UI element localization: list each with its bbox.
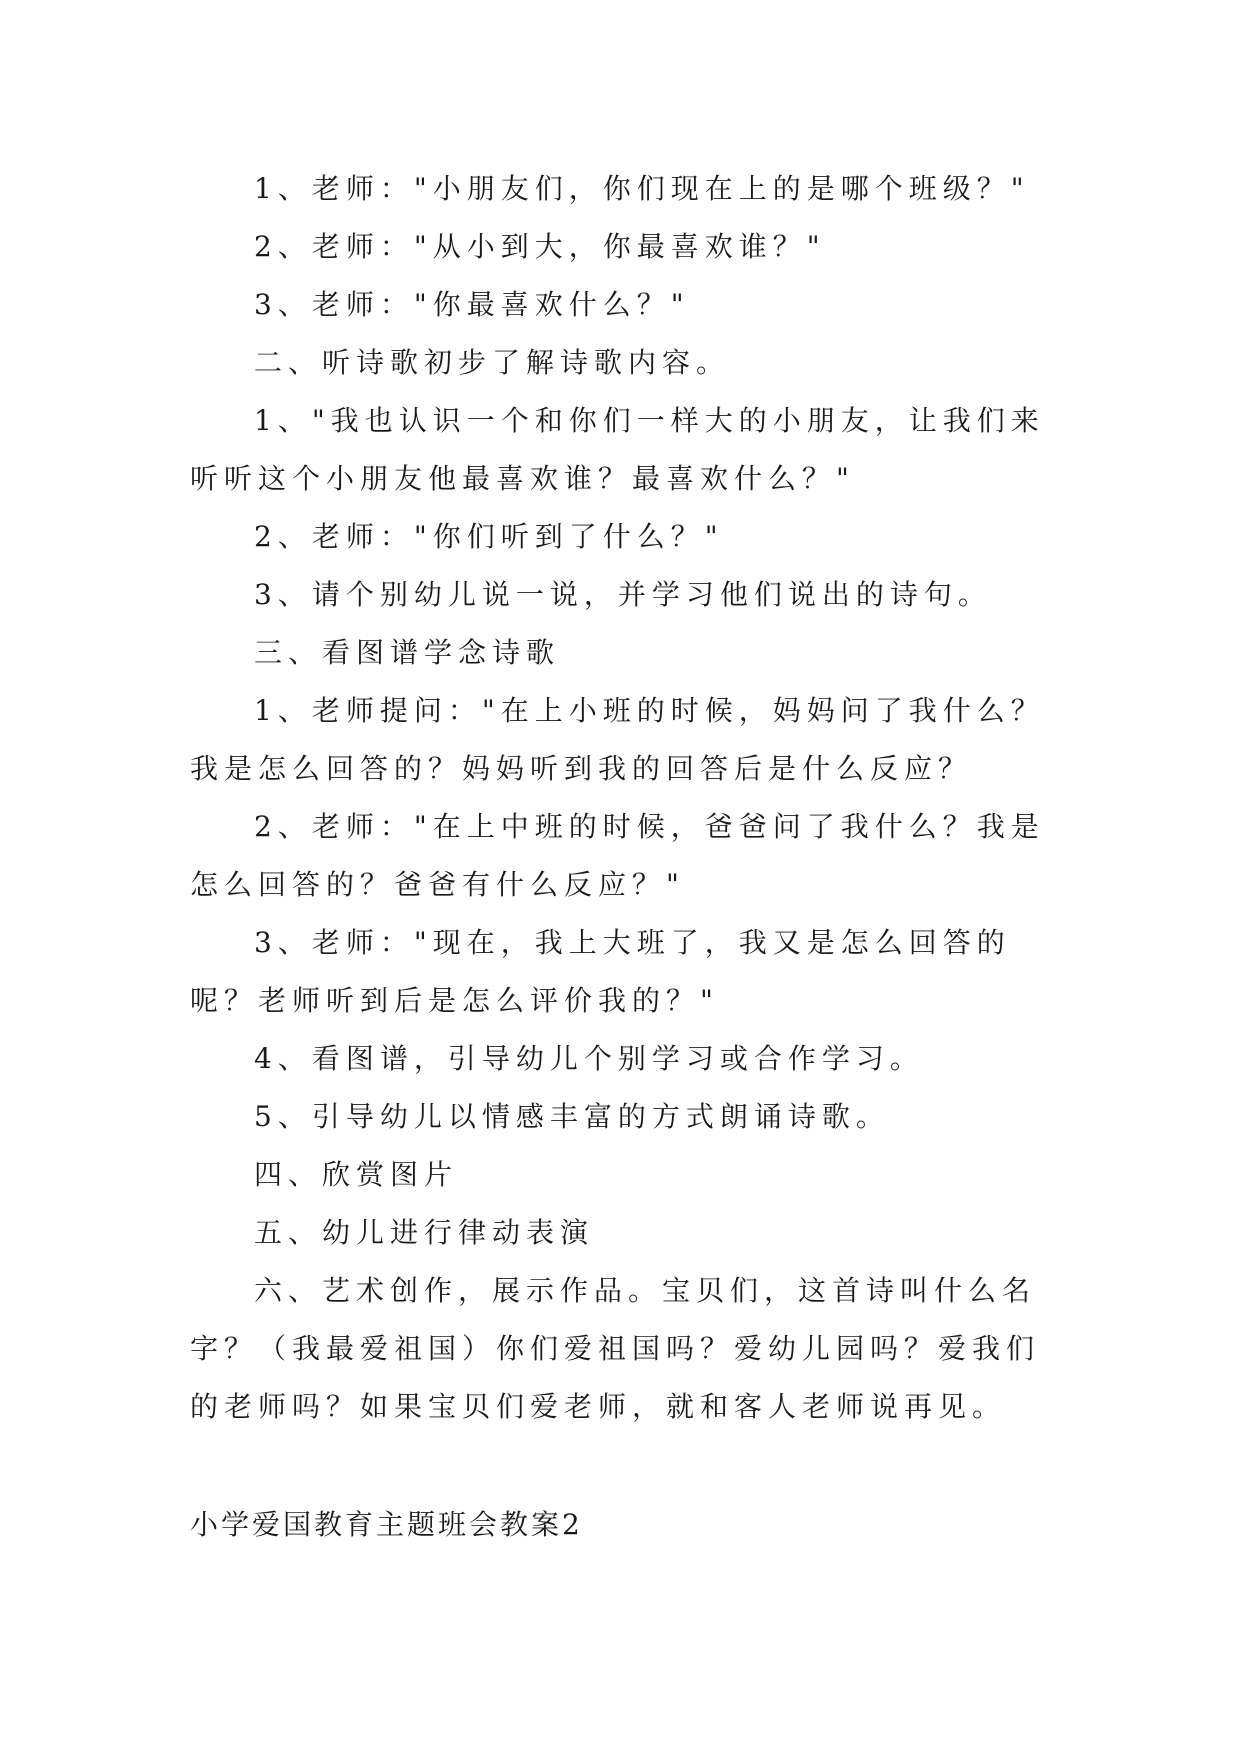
paragraph: 2、老师："在上中班的时候，爸爸问了我什么？我是怎么回答的？爸爸有什么反应？" [190, 810, 1045, 901]
section-heading: 四、欣赏图片 [254, 1158, 459, 1191]
paragraph: 六、艺术创作，展示作品。宝贝们，这首诗叫什么名字？（我最爱祖国）你们爱祖国吗？爱幼儿园吗？爱我们的老师吗？如果宝贝们爱老师，就和客人老师说再见。 [190, 1274, 1041, 1423]
paragraph: 3、请个别幼儿说一说，并学习他们说出的诗句。 [254, 578, 992, 611]
paragraph: 2、老师："从小到大，你最喜欢谁？" [254, 230, 826, 263]
document-body [190, 160, 1070, 1436]
section-heading: 三、看图谱学念诗歌 [254, 636, 561, 669]
section-heading: 二、听诗歌初步了解诗歌内容。 [254, 346, 731, 379]
paragraph: 1、"我也认识一个和你们一样大的小朋友，让我们来听听这个小朋友他最喜欢谁？最喜欢什么？" [190, 404, 1045, 495]
paragraph: 1、老师提问："在上小班的时候，妈妈问了我什么？我是怎么回答的？妈妈听到我的回答后是什么反应？ [190, 694, 1045, 785]
paragraph: 1、老师："小朋友们，你们现在上的是哪个班级？" [254, 172, 1030, 205]
section-heading: 五、幼儿进行律动表演 [254, 1216, 595, 1249]
section-title: 小学爱国教育主题班会教案2 [190, 1508, 583, 1541]
paragraph: 4、看图谱，引导幼儿个别学习或合作学习。 [254, 1042, 924, 1075]
paragraph: 5、引导幼儿以情感丰富的方式朗诵诗歌。 [254, 1100, 890, 1133]
paragraph: 3、老师："现在，我上大班了，我又是怎么回答的呢？老师听到后是怎么评价我的？" [190, 926, 1011, 1017]
paragraph: 2、老师："你们听到了什么？" [254, 520, 724, 553]
paragraph: 3、老师："你最喜欢什么？" [254, 288, 690, 321]
